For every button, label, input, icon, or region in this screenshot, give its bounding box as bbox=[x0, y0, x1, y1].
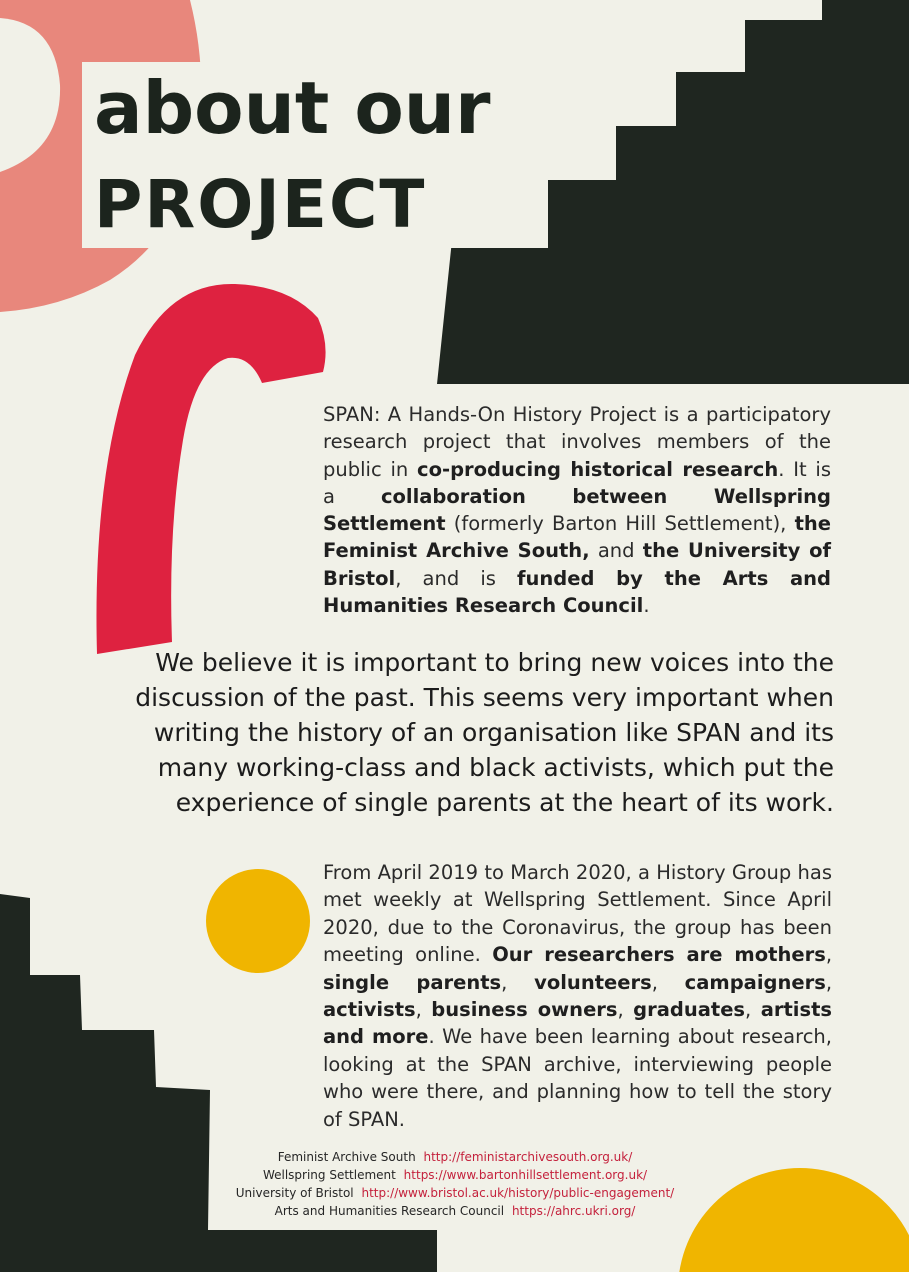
intro-text: , and is bbox=[395, 566, 518, 590]
link-name: Feminist Archive South bbox=[277, 1150, 416, 1164]
group-emphasis: volunteers bbox=[534, 970, 652, 994]
group-emphasis: business owners bbox=[431, 998, 618, 1022]
link-row-ahrc bbox=[210, 1202, 700, 1220]
group-emphasis: campaigners bbox=[684, 970, 826, 994]
feminist-archive-link[interactable]: http://feministarchivesouth.org.uk/ bbox=[423, 1150, 633, 1164]
group-text: , bbox=[825, 943, 833, 967]
intro-emphasis: funded by the Arts and Humanities Research Council bbox=[323, 566, 832, 618]
group-emphasis: graduates bbox=[633, 998, 746, 1022]
history-group-paragraph bbox=[323, 859, 832, 1133]
intro-text: . It is a bbox=[323, 457, 831, 508]
group-text: , bbox=[617, 998, 634, 1022]
link-row-wellspring bbox=[210, 1166, 700, 1184]
ahrc-link[interactable]: https://ahrc.ukri.org/ bbox=[511, 1204, 636, 1218]
intro-emphasis: the University of Bristol bbox=[323, 539, 831, 590]
group-text: , bbox=[745, 998, 761, 1022]
link-row-university bbox=[210, 1184, 700, 1202]
yellow-semicircle-shape bbox=[678, 1168, 909, 1272]
group-text: From April 2019 to March 2020, a History Group has met weekly at Wellspring Settlement. Since April 2020, due to the Coronavirus, the group has been meeting online. bbox=[323, 861, 832, 967]
group-emphasis: single parents bbox=[323, 970, 502, 994]
group-text: , bbox=[415, 998, 432, 1022]
title-line-2: PROJECT bbox=[94, 166, 427, 243]
intro-emphasis: the Feminist Archive South, bbox=[323, 512, 831, 563]
intro-text: (formerly Barton Hill Settlement), bbox=[445, 512, 795, 536]
link-name: Wellspring Settlement bbox=[262, 1168, 396, 1182]
title-line-1: about our bbox=[94, 66, 491, 150]
group-text: , bbox=[825, 970, 833, 994]
group-text: , bbox=[651, 970, 685, 994]
quote-paragraph: We believe it is important to bring new voices into the discussion of the past. This seems very important when writing the history of an organisation like SPAN and its many working-class and black activists, which put the experience of single parents at the heart of its work. bbox=[135, 648, 834, 817]
intro-text: SPAN: A Hands-On History Project is a participatory research project that involves members of the public in bbox=[323, 403, 831, 481]
link-row-feminist-archive bbox=[210, 1148, 700, 1166]
yellow-circle-shape bbox=[206, 869, 310, 973]
intro-text: and bbox=[589, 539, 643, 563]
group-emphasis: Our researchers are mothers bbox=[492, 943, 826, 967]
link-name: University of Bristol bbox=[235, 1186, 354, 1200]
university-link[interactable]: http://www.bristol.ac.uk/history/public-engagement/ bbox=[361, 1186, 675, 1200]
group-text: . We have been learning about research, looking at the SPAN archive, interviewing people who were there, and planning how to tell the story of SPAN. bbox=[323, 1025, 832, 1131]
wellspring-link[interactable]: https://www.bartonhillsettlement.org.uk/ bbox=[403, 1168, 648, 1182]
partner-links bbox=[210, 1148, 700, 1220]
intro-emphasis: collaboration between Wellspring Settlement bbox=[323, 484, 831, 536]
link-name: Arts and Humanities Research Council bbox=[274, 1204, 505, 1218]
intro-text: . bbox=[643, 594, 650, 618]
red-arch-shape bbox=[96, 284, 325, 654]
group-emphasis: activists bbox=[323, 998, 416, 1022]
group-emphasis: artists and more bbox=[323, 998, 833, 1049]
intro-paragraph bbox=[323, 401, 831, 619]
group-text: , bbox=[501, 970, 535, 994]
intro-emphasis: co-producing historical research bbox=[417, 457, 779, 481]
